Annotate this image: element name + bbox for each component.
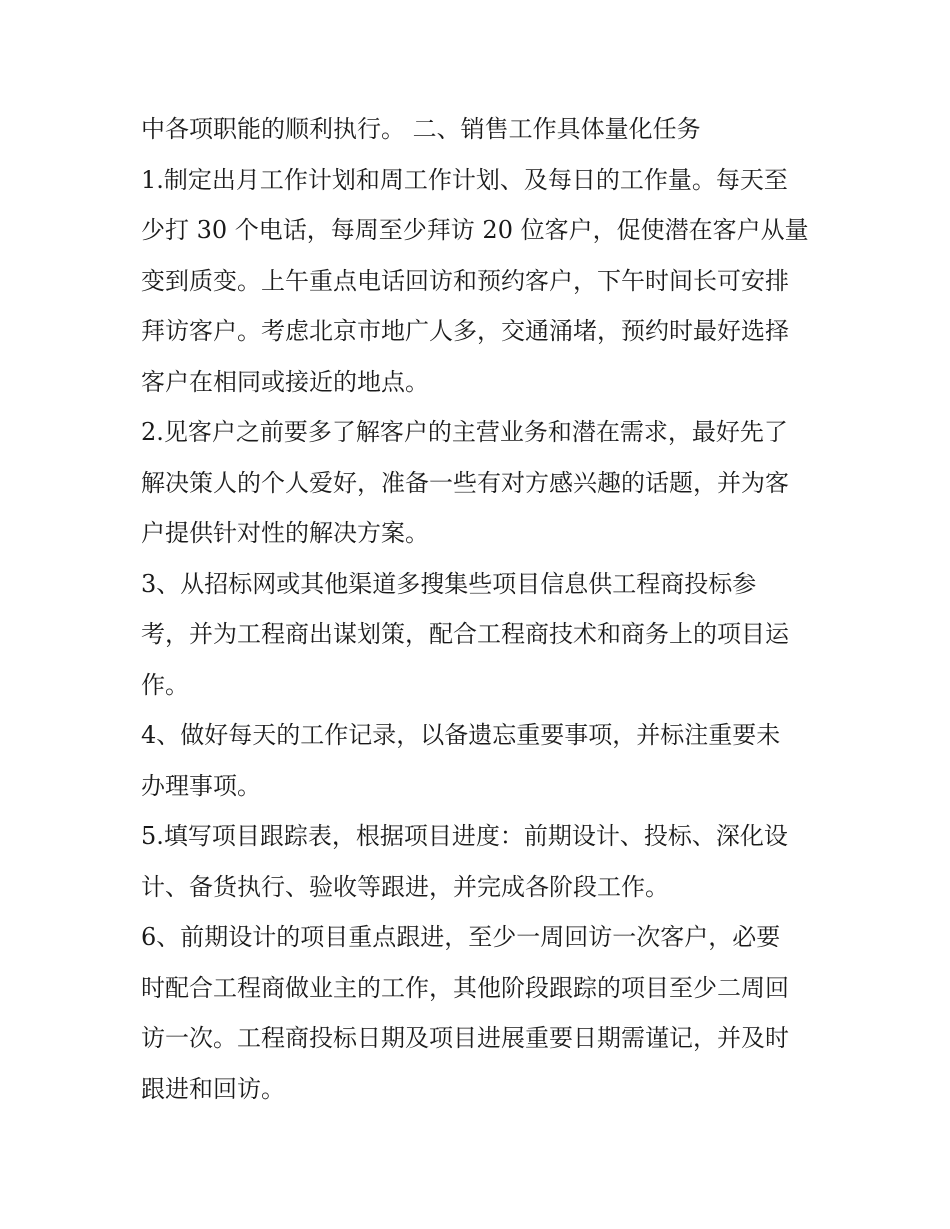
text-line: 6、前期设计的项目重点跟进，至少一周回访一次客户，必要 [141, 923, 781, 951]
text-line: 2.见客户之前要多了解客户的主营业务和潜在需求，最好先了 [141, 418, 788, 446]
document-body [141, 104, 821, 1114]
text-line: 解决策人的个人爱好，准备一些有对方感兴趣的话题，并为客 [141, 468, 789, 497]
text-line: 考，并为工程商出谋划策，配合工程商技术和商务上的项目运 [141, 620, 789, 648]
text-line: 少打 30 个电话，每周至少拜访 20 位客户，促使潜在客户从量 [141, 216, 809, 244]
text-line: 跟进和回访。 [141, 1074, 285, 1103]
text-line: 变到质变。上午重点电话回访和预约客户，下午时间长可安排 [141, 266, 789, 295]
paragraph-item-2 [141, 407, 821, 559]
text-line: 访一次。工程商投标日期及项目进展重要日期需谨记，并及时 [141, 1024, 789, 1052]
paragraph-item-5 [141, 811, 821, 912]
text-line: 户提供针对性的解决方案。 [141, 519, 429, 547]
paragraph-item-1 [141, 155, 821, 408]
text-line: 时配合工程商做业主的工作，其他阶段跟踪的项目至少二周回 [141, 973, 789, 1002]
text-line: 客户在相同或接近的地点。 [141, 367, 429, 396]
text-line: 拜访客户。考虑北京市地广人多，交通涌堵，预约时最好选择 [141, 317, 789, 345]
text-line: 作。 [141, 670, 189, 699]
text-line: 3、从招标网或其他渠道多搜集些项目信息供工程商投标参 [141, 569, 757, 598]
text-line: 4、做好每天的工作记录，以备遗忘重要事项，并标注重要未 [141, 721, 781, 749]
text-line: 1.制定出月工作计划和周工作计划、及每日的工作量。每天至 [141, 165, 788, 194]
paragraph-item-4 [141, 710, 821, 811]
text-line: 5.填写项目跟踪表，根据项目进度：前期设计、投标、深化设 [141, 822, 788, 850]
text-line: 计、备货执行、验收等跟进，并完成各阶段工作。 [141, 872, 669, 901]
paragraph-item-6 [141, 912, 821, 1114]
paragraph-intro [141, 104, 821, 155]
paragraph-item-3 [141, 559, 821, 711]
text-line: 中各项职能的顺利执行。 二、销售工作具体量化任务 [141, 115, 701, 143]
text-line: 办理事项。 [141, 771, 261, 800]
